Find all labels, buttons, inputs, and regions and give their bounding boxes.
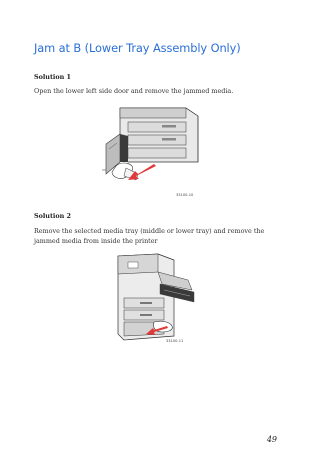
figure-open-lower-door: [98, 104, 208, 200]
solution-2-text: Remove the selected media tray (middle or lower tray) and remove the jammed media from inside the printer: [34, 227, 265, 245]
page-number: 49: [266, 435, 277, 444]
solution-1-text: Open the lower left side door and remove the jammed media.: [34, 87, 234, 95]
printer-illustration-2: [110, 250, 205, 346]
solution-2-title: Solution 2: [34, 212, 71, 220]
solution-1-title: Solution 1: [34, 73, 71, 81]
figure-remove-tray: [110, 250, 205, 346]
printer-illustration-1: [98, 104, 208, 200]
figure-2-label: 33100-11: [166, 339, 184, 343]
page-heading: Jam at B (Lower Tray Assembly Only): [34, 41, 241, 55]
figure-1-label: 33100-10: [176, 193, 194, 197]
